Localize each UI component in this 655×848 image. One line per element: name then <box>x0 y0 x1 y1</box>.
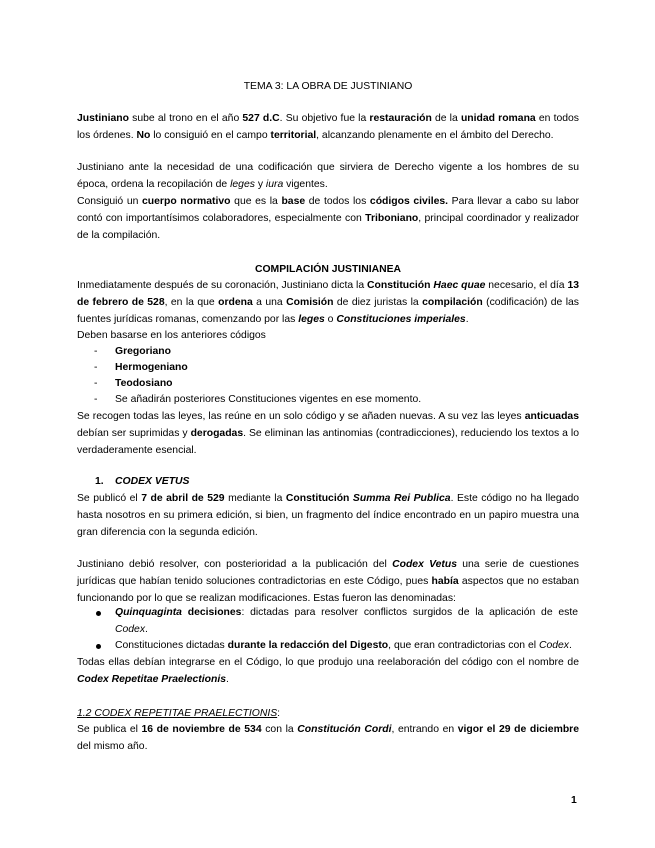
list-dash: - <box>94 362 98 373</box>
list-dash: - <box>94 378 98 389</box>
codex-repetitae-paragraph: Se publica el 16 de noviembre de 534 con la Constitución Cordi, entrando en vigor el 29 de diciembre del mismo año. <box>77 724 579 752</box>
codex-vetus-heading: CODEX VETUS <box>115 476 190 487</box>
list-item: Se añadirán posteriores Constituciones vigentes en ese momento. <box>115 394 422 405</box>
todas-paragraph: Todas ellas debían integrarse en el Código, lo que produjo una reelaboración del código con el nombre de Codex Repetitae Praelectionis. <box>77 657 579 685</box>
list-item: Teodosiano <box>115 378 173 389</box>
resolver-paragraph: Justiniano debió resolver, con posterioridad a la publicación del Codex Vetus una serie de cuestiones jurídicas que habían tenido soluciones contradictorias en este Código, pues había aspectos que no estaban funcionando por lo que se realizan modificaciones. Estas fueron las denominadas: <box>77 559 580 604</box>
cuerpo-normativo-paragraph: Consiguió un cuerpo normativo que es la base de todos los códigos civiles. Para llevar a cabo su labor contó con importantísimos colaboradores, especialmente con Triboniano, principal coordinador y realizador de la compilación. <box>77 196 580 241</box>
list-dash: - <box>94 394 98 405</box>
page-number: 1 <box>571 795 577 806</box>
codigos-intro: Deben basarse en los anteriores códigos <box>77 330 266 341</box>
list-dash: - <box>94 346 98 357</box>
compilacion-paragraph: Inmediatamente después de su coronación, Justiniano dicta la Constitución Haec quae necesario, el día 13 de febrero de 528, en la que ordena a una Comisión de diez juristas la compilación (codificación) de las fuentes jurídicas romanas, comenzando por las leges o Constituciones imperiales. <box>77 280 580 325</box>
list-item: Hermogeniano <box>115 362 188 373</box>
bullet-dot <box>96 611 101 616</box>
bullet-dot <box>96 644 101 649</box>
list-item: Gregoriano <box>115 346 172 357</box>
page-title: TEMA 3: LA OBRA DE JUSTINIANO <box>243 81 413 92</box>
necesidad-paragraph: Justiniano ante la necesidad de una codificación que sirviera de Derecho vigente a los hombres de su época, ordena la recopilación de leges y iura vigentes. <box>77 162 579 190</box>
codex-vetus-paragraph: Se publicó el 7 de abril de 529 mediante la Constitución Summa Rei Publica. Este código no ha llegado hasta nosotros en su primera edición, si bien, un fragmento del índice encontrado en un papiro muestra una gran diferencia con la segunda edición. <box>77 493 580 538</box>
intro-paragraph: Justiniano sube al trono en el año 527 d.C. Su objetivo fue la restauración de la unidad romana en todos los órdenes. No lo consiguió en el campo territorial, alcanzando plenamente en el ámbito del Derecho. <box>77 113 580 141</box>
compilacion-heading: COMPILACIÓN JUSTINIANEA <box>254 264 402 275</box>
recogen-paragraph: Se recogen todas las leyes, las reúne en un solo código y se añaden nuevas. A su vez las leyes anticuadas debían ser suprimidas y derogadas. Se eliminan las antinomias (contradicciones), reduciendo los textos a lo verdaderamente esencial. <box>77 411 579 456</box>
bullet-quinquaginta: Quinquaginta decisiones: dictadas para resolver conflictos surgidos de la aplicación de este Codex. <box>115 607 578 635</box>
bullet-constituciones: Constituciones dictadas durante la redacción del Digesto, que eran contradictorias con el Codex. <box>115 640 572 651</box>
codex-repetitae-heading: 1.2 CODEX REPETITAE PRAELECTIONIS: <box>77 708 281 719</box>
section-number: 1. <box>95 476 104 487</box>
